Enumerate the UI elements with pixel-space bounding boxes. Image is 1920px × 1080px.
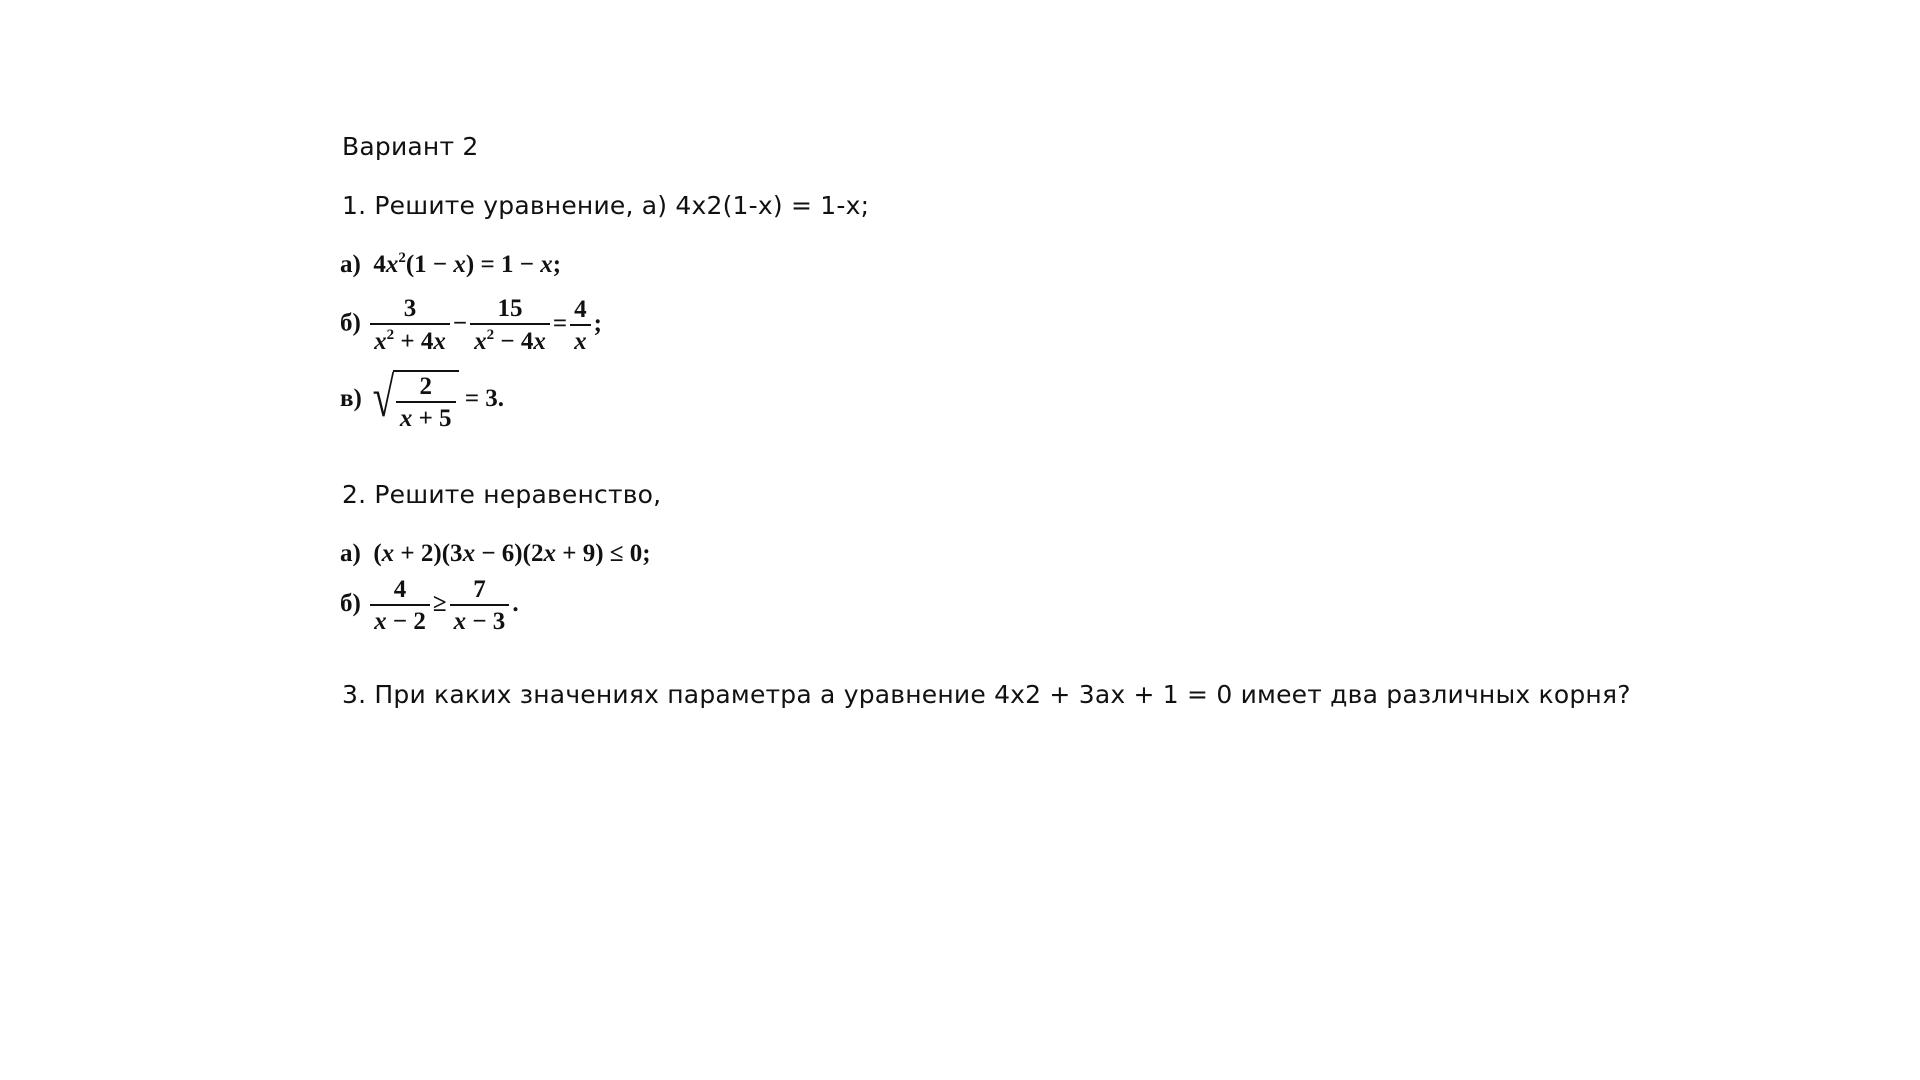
task-2-text: 2. Решите неравенство, xyxy=(342,480,662,509)
equation-1b-formula: $\frac{3}{x^2 + 4x}$ − $\frac{15}{x^2 - 4x}$ = $\frac{4}{x}$ ; xyxy=(367,310,602,337)
inequality-2a-formula: (x + 2)(3x − 6)(2x + 9) ≤ 0; xyxy=(367,540,651,567)
inequality-2a-label: а) xyxy=(340,540,361,567)
task-3-text: 3. При каких значениях параметра а уравнение 4x2 + 3ax + 1 = 0 имеет два различных корня? xyxy=(342,680,1631,709)
equation-1v-formula: √ $\frac{2}{x + 5}$ xyxy=(368,370,458,431)
equation-1a xyxy=(340,250,561,279)
variant-title: Вариант 2 xyxy=(342,132,479,161)
inequality-2b xyxy=(340,577,519,634)
equation-1b xyxy=(340,296,602,354)
equation-1a-label: а) xyxy=(340,251,361,278)
equation-1a-formula: $4x^2(1 - x) = 1 - x$; xyxy=(367,250,562,278)
inequality-2b-formula: $\frac{4}{x - 2}$ ≥ $\frac{7}{x - 3}$ . xyxy=(367,590,518,617)
equation-1v-label: в) xyxy=(340,385,362,413)
equation-1b-label: б) xyxy=(340,309,361,337)
inequality-2a xyxy=(340,540,651,568)
equation-1v: в) √ $\frac{2}{x + 5}$ = 3. xyxy=(340,367,505,432)
inequality-2b-label: б) xyxy=(340,590,361,618)
task-1-text: 1. Решите уравнение, а) 4x2(1-x) = 1-x; xyxy=(342,191,870,220)
